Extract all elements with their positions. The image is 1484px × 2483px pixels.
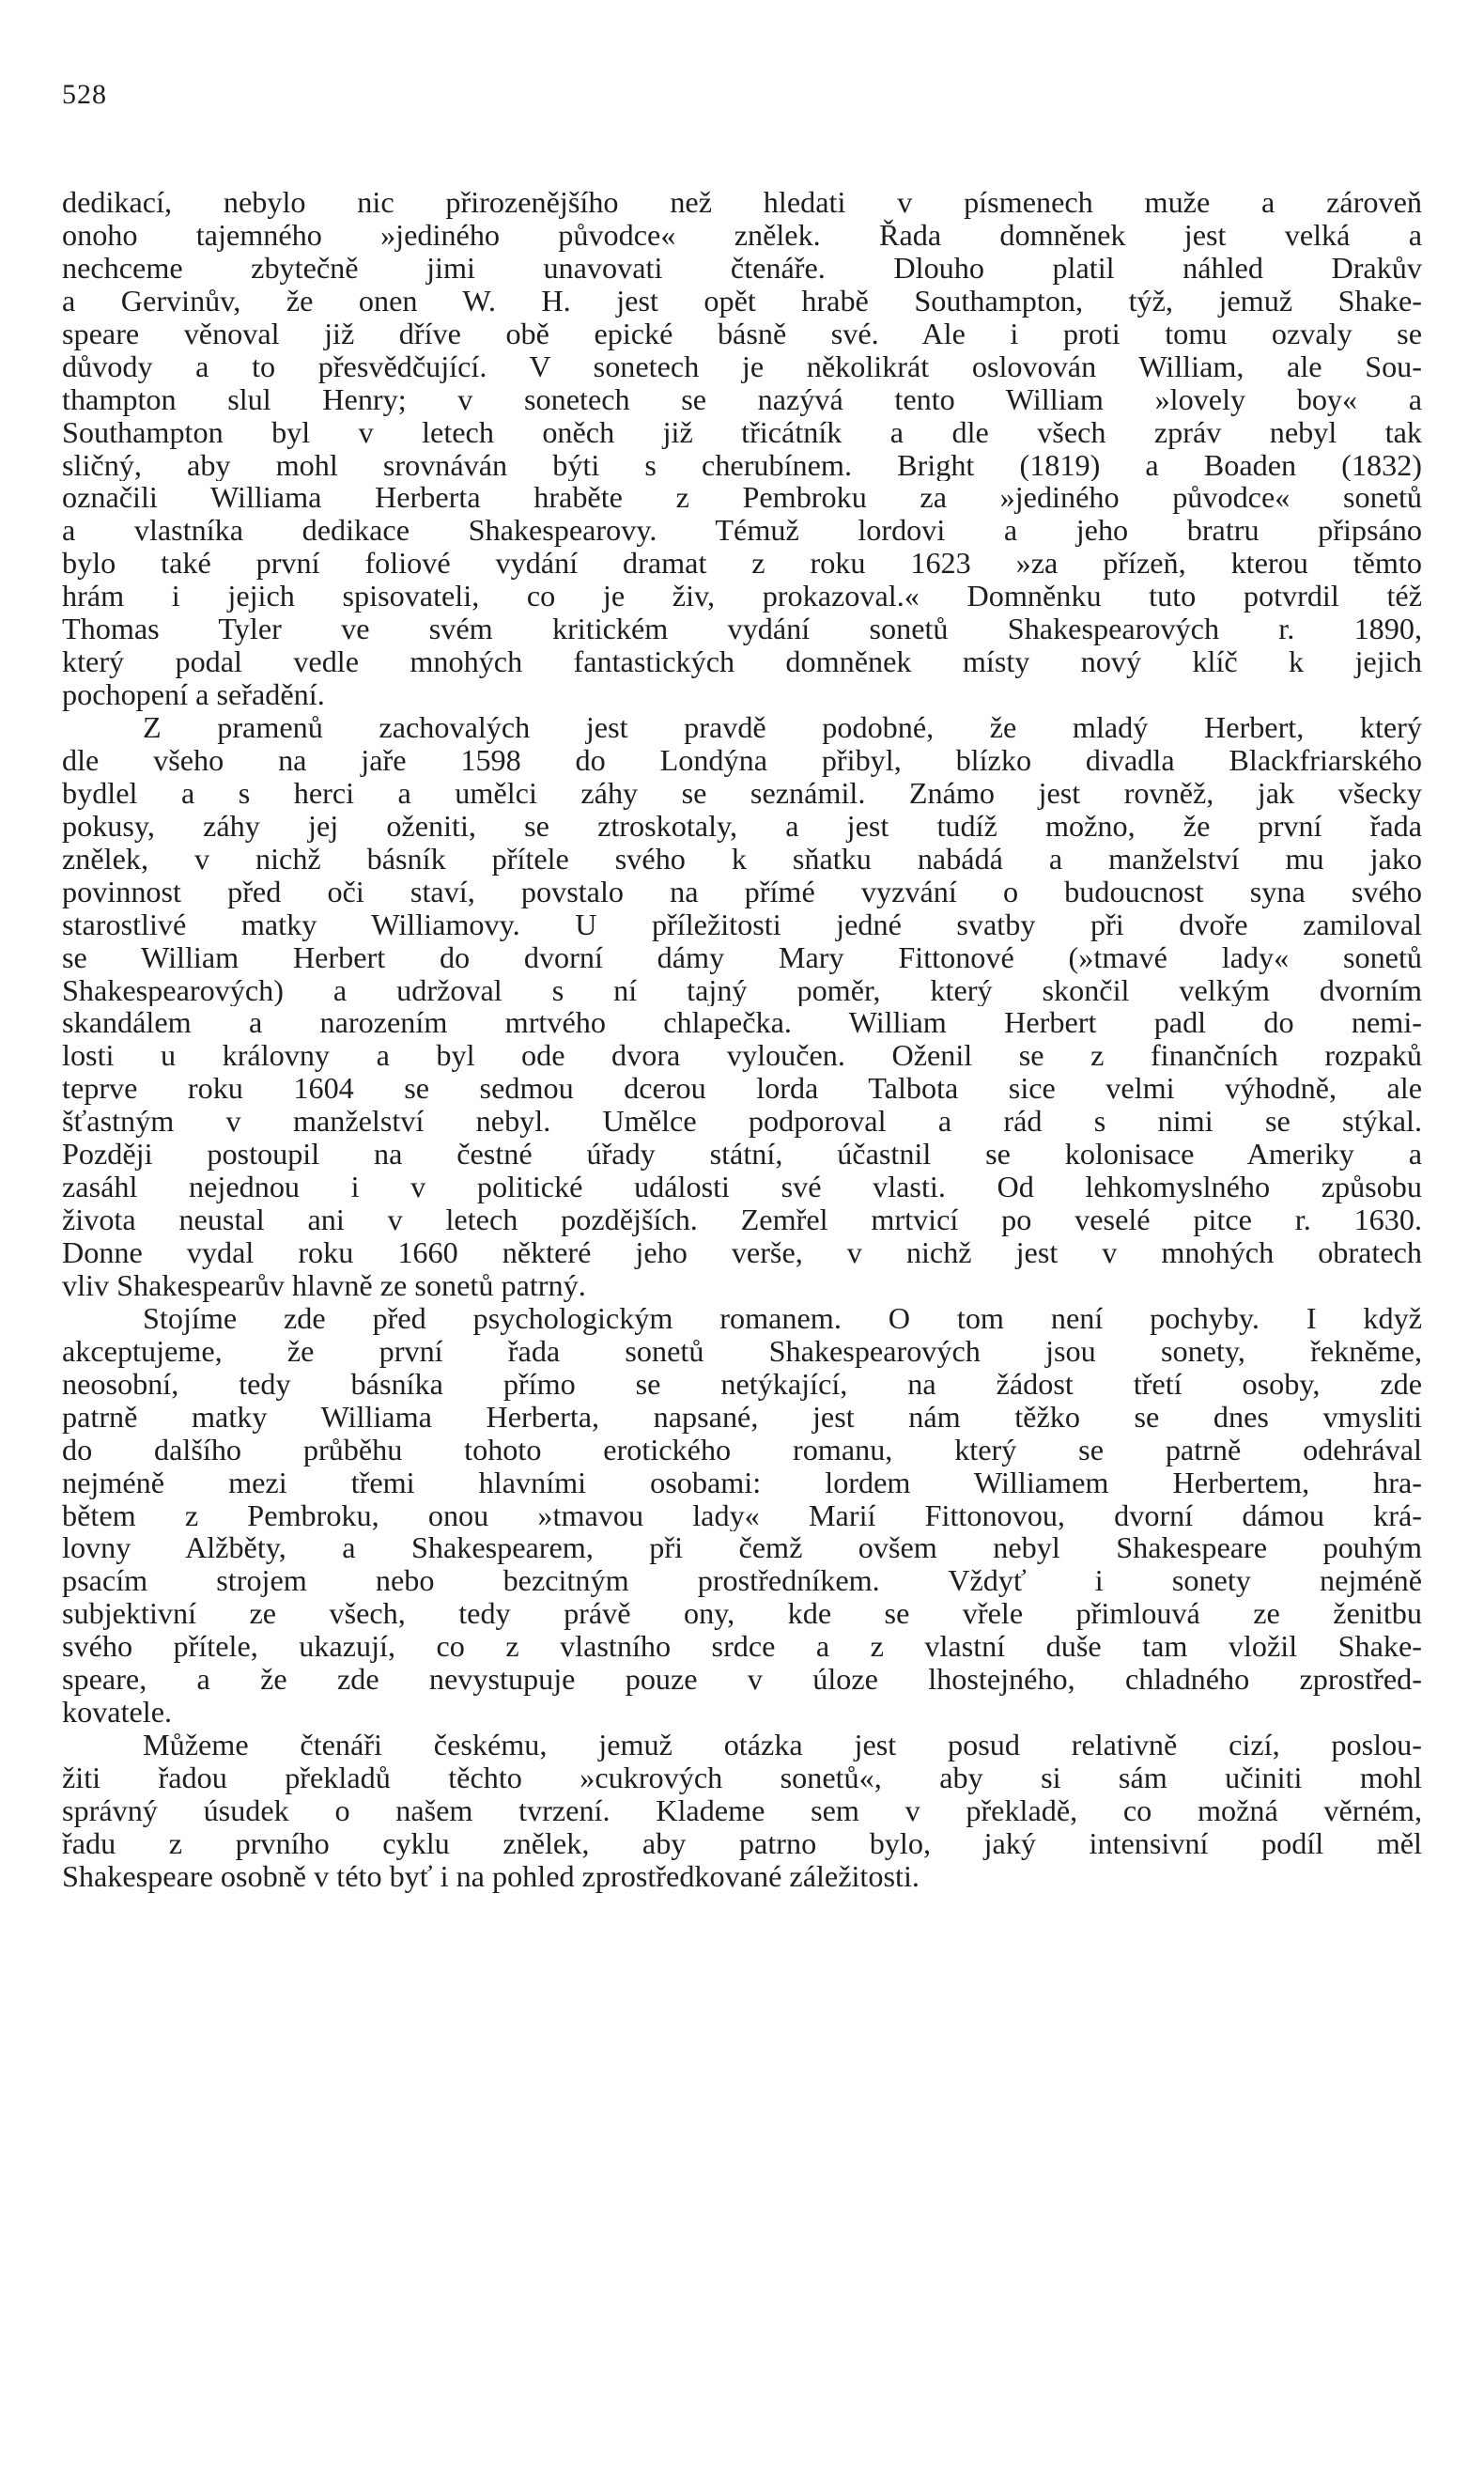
text-line: Donne vydal roku 1660 některé jeho verše, v nichž jest v mnohých obratech (62, 1236, 1422, 1269)
text-line: se William Herbert do dvorní dámy Mary Fittonové (»tmavé lady« sonetů (62, 940, 1422, 974)
text-line: svého přítele, ukazují, co z vlastního srdce a z vlastní duše tam vložil Shake- (62, 1630, 1422, 1664)
paragraph (62, 186, 1422, 711)
text-line: Později postoupil na čestné úřady státní, účastnil se kolonisace Ameriky a (62, 1138, 1422, 1172)
text-line: lovny Alžběty, a Shakespearem, při čemž ovšem nebyl Shakespeare pouhým (62, 1531, 1422, 1565)
body-text (62, 186, 1422, 1893)
text-line: patrně matky Williama Herberta, napsané, jest nám těžko se dnes vmysliti (62, 1400, 1422, 1434)
text-line: nejméně mezi třemi hlavními osobami: lordem Williamem Herbertem, hra- (62, 1466, 1422, 1499)
page-number: 528 (62, 79, 107, 110)
text-line: skandálem a narozením mrtvého chlapečka. William Herbert padl do nemi- (62, 1006, 1422, 1040)
text-line: losti u královny a byl ode dvora vyloučen. Oženil se z finančních rozpaků (62, 1039, 1422, 1073)
text-line: hrám i jejich spisovateli, co je živ, prokazoval.« Domněnku tuto potvrdil též (62, 580, 1422, 613)
paragraph (62, 711, 1422, 1302)
text-line: Shakespeare osobně v této byť i na pohled zprostředkované záležitosti. (62, 1859, 920, 1893)
text-line: Southampton byl v letech oněch již třicátník a dle všech zpráv nebyl tak (62, 415, 1422, 449)
text-line: správný úsudek o našem tvrzení. Klademe sem v překladě, co možná věrném, (62, 1793, 1422, 1827)
text-line: znělek, v nichž básník přítele svého k sňatku nabádá a manželství mu jako (62, 842, 1422, 876)
text-line: kovatele. (62, 1696, 173, 1730)
text-line: neosobní, tedy básníka přímo se netýkající, na žádost třetí osoby, zde (62, 1367, 1422, 1401)
paragraph (62, 1729, 1422, 1893)
text-line: speare, a že zde nevystupuje pouze v úloze lhostejného, chladného zprostřed- (62, 1663, 1422, 1697)
text-line: starostlivé matky Williamovy. U příležitosti jedné svatby při dvoře zamiloval (62, 908, 1422, 941)
text-line: akceptujeme, že první řada sonetů Shakespearových jsou sonety, řekněme, (62, 1334, 1422, 1368)
text-line: Thomas Tyler ve svém kritickém vydání sonetů Shakespearových r. 1890, (62, 613, 1422, 646)
text-line: a Gervinův, že onen W. H. jest opět hrabě Southampton, týž, jemuž Shake- (62, 284, 1422, 318)
text-line: Můžeme čtenáři českému, jemuž otázka jest posud relativně cizí, poslou- (143, 1729, 1422, 1761)
text-line: bydlel a s herci a umělci záhy se seznámil. Známo jest rovněž, jak všecky (62, 776, 1422, 810)
text-line: řadu z prvního cyklu znělek, aby patrno bylo, jaký intensivní podíl měl (62, 1826, 1422, 1860)
text-line: bylo také první foliové vydání dramat z roku 1623 »za přízeň, kterou těmto (62, 547, 1422, 581)
text-line: sličný, aby mohl srovnáván býti s cherubínem. Bright (1819) a Boaden (1832) (62, 448, 1422, 482)
text-line: subjektivní ze všech, tedy právě ony, kde se vřele přimlouvá ze ženitbu (62, 1597, 1422, 1631)
text-line: pokusy, záhy jej oženiti, se ztroskotaly, a jest tudíž možno, že první řada (62, 809, 1422, 843)
text-line: žiti řadou překladů těchto »cukrových sonetů«, aby si sám učiniti mohl (62, 1761, 1422, 1794)
text-line: života neustal ani v letech pozdějších. Zemřel mrtvicí po veselé pitce r. 1630. (62, 1203, 1422, 1236)
text-line: teprve roku 1604 se sedmou dcerou lorda Talbota sice velmi výhodně, ale (62, 1072, 1422, 1106)
text-line: speare věnoval již dříve obě epické básně své. Ale i proti tomu ozvaly se (62, 317, 1422, 350)
text-line: označili Williama Herberta hraběte z Pembroku za »jediného původce« sonetů (62, 481, 1422, 515)
text-line: dedikací, nebylo nic přirozenějšího než hledati v písmenech muže a zároveň (62, 186, 1422, 219)
text-line: thampton slul Henry; v sonetech se nazývá tento William »lovely boy« a (62, 382, 1422, 416)
text-line: Shakespearových) a udržoval s ní tajný poměr, který skončil velkým dvorním (62, 973, 1422, 1007)
text-line: Z pramenů zachovalých jest pravdě podobné, že mladý Herbert, který (143, 711, 1422, 744)
text-line: šťastným v manželství nebyl. Umělce podporoval a rád s nimi se stýkal. (62, 1105, 1422, 1139)
text-line: vliv Shakespearův hlavně ze sonetů patrný. (62, 1268, 586, 1302)
text-line: a vlastníka dedikace Shakespearovy. Témuž lordovi a jeho bratru připsáno (62, 514, 1422, 548)
text-line: bětem z Pembroku, onou »tmavou lady« Marií Fittonovou, dvorní dámou krá- (62, 1498, 1422, 1532)
text-line: do dalšího průběhu tohoto erotického romanu, který se patrně odehrával (62, 1433, 1422, 1467)
text-line: onoho tajemného »jediného původce« znělek. Řada domněnek jest velká a (62, 218, 1422, 252)
text-line: nechceme zbytečně jimi unavovati čtenáře. Dlouho platil náhled Drakův (62, 251, 1422, 285)
paragraph (62, 1302, 1422, 1729)
text-line: zasáhl nejednou i v politické události své vlasti. Od lehkomyslného způsobu (62, 1171, 1422, 1204)
text-line: který podal vedle mnohých fantastických domněnek místy nový klíč k jejich (62, 645, 1422, 679)
text-line: dle všeho na jaře 1598 do Londýna přibyl, blízko divadla Blackfriarského (62, 743, 1422, 777)
text-line: povinnost před oči staví, povstalo na přímé vyzvání o budoucnost syna svého (62, 875, 1422, 908)
text-line: Stojíme zde před psychologickým romanem. O tom není pochyby. I když (143, 1301, 1422, 1335)
text-line: pochopení a seřadění. (62, 678, 325, 711)
text-line: psacím strojem nebo bezcitným prostředníkem. Vždyť i sonety nejméně (62, 1564, 1422, 1598)
text-line: důvody a to přesvědčující. V sonetech je několikrát oslovován William, ale Sou- (62, 349, 1422, 383)
